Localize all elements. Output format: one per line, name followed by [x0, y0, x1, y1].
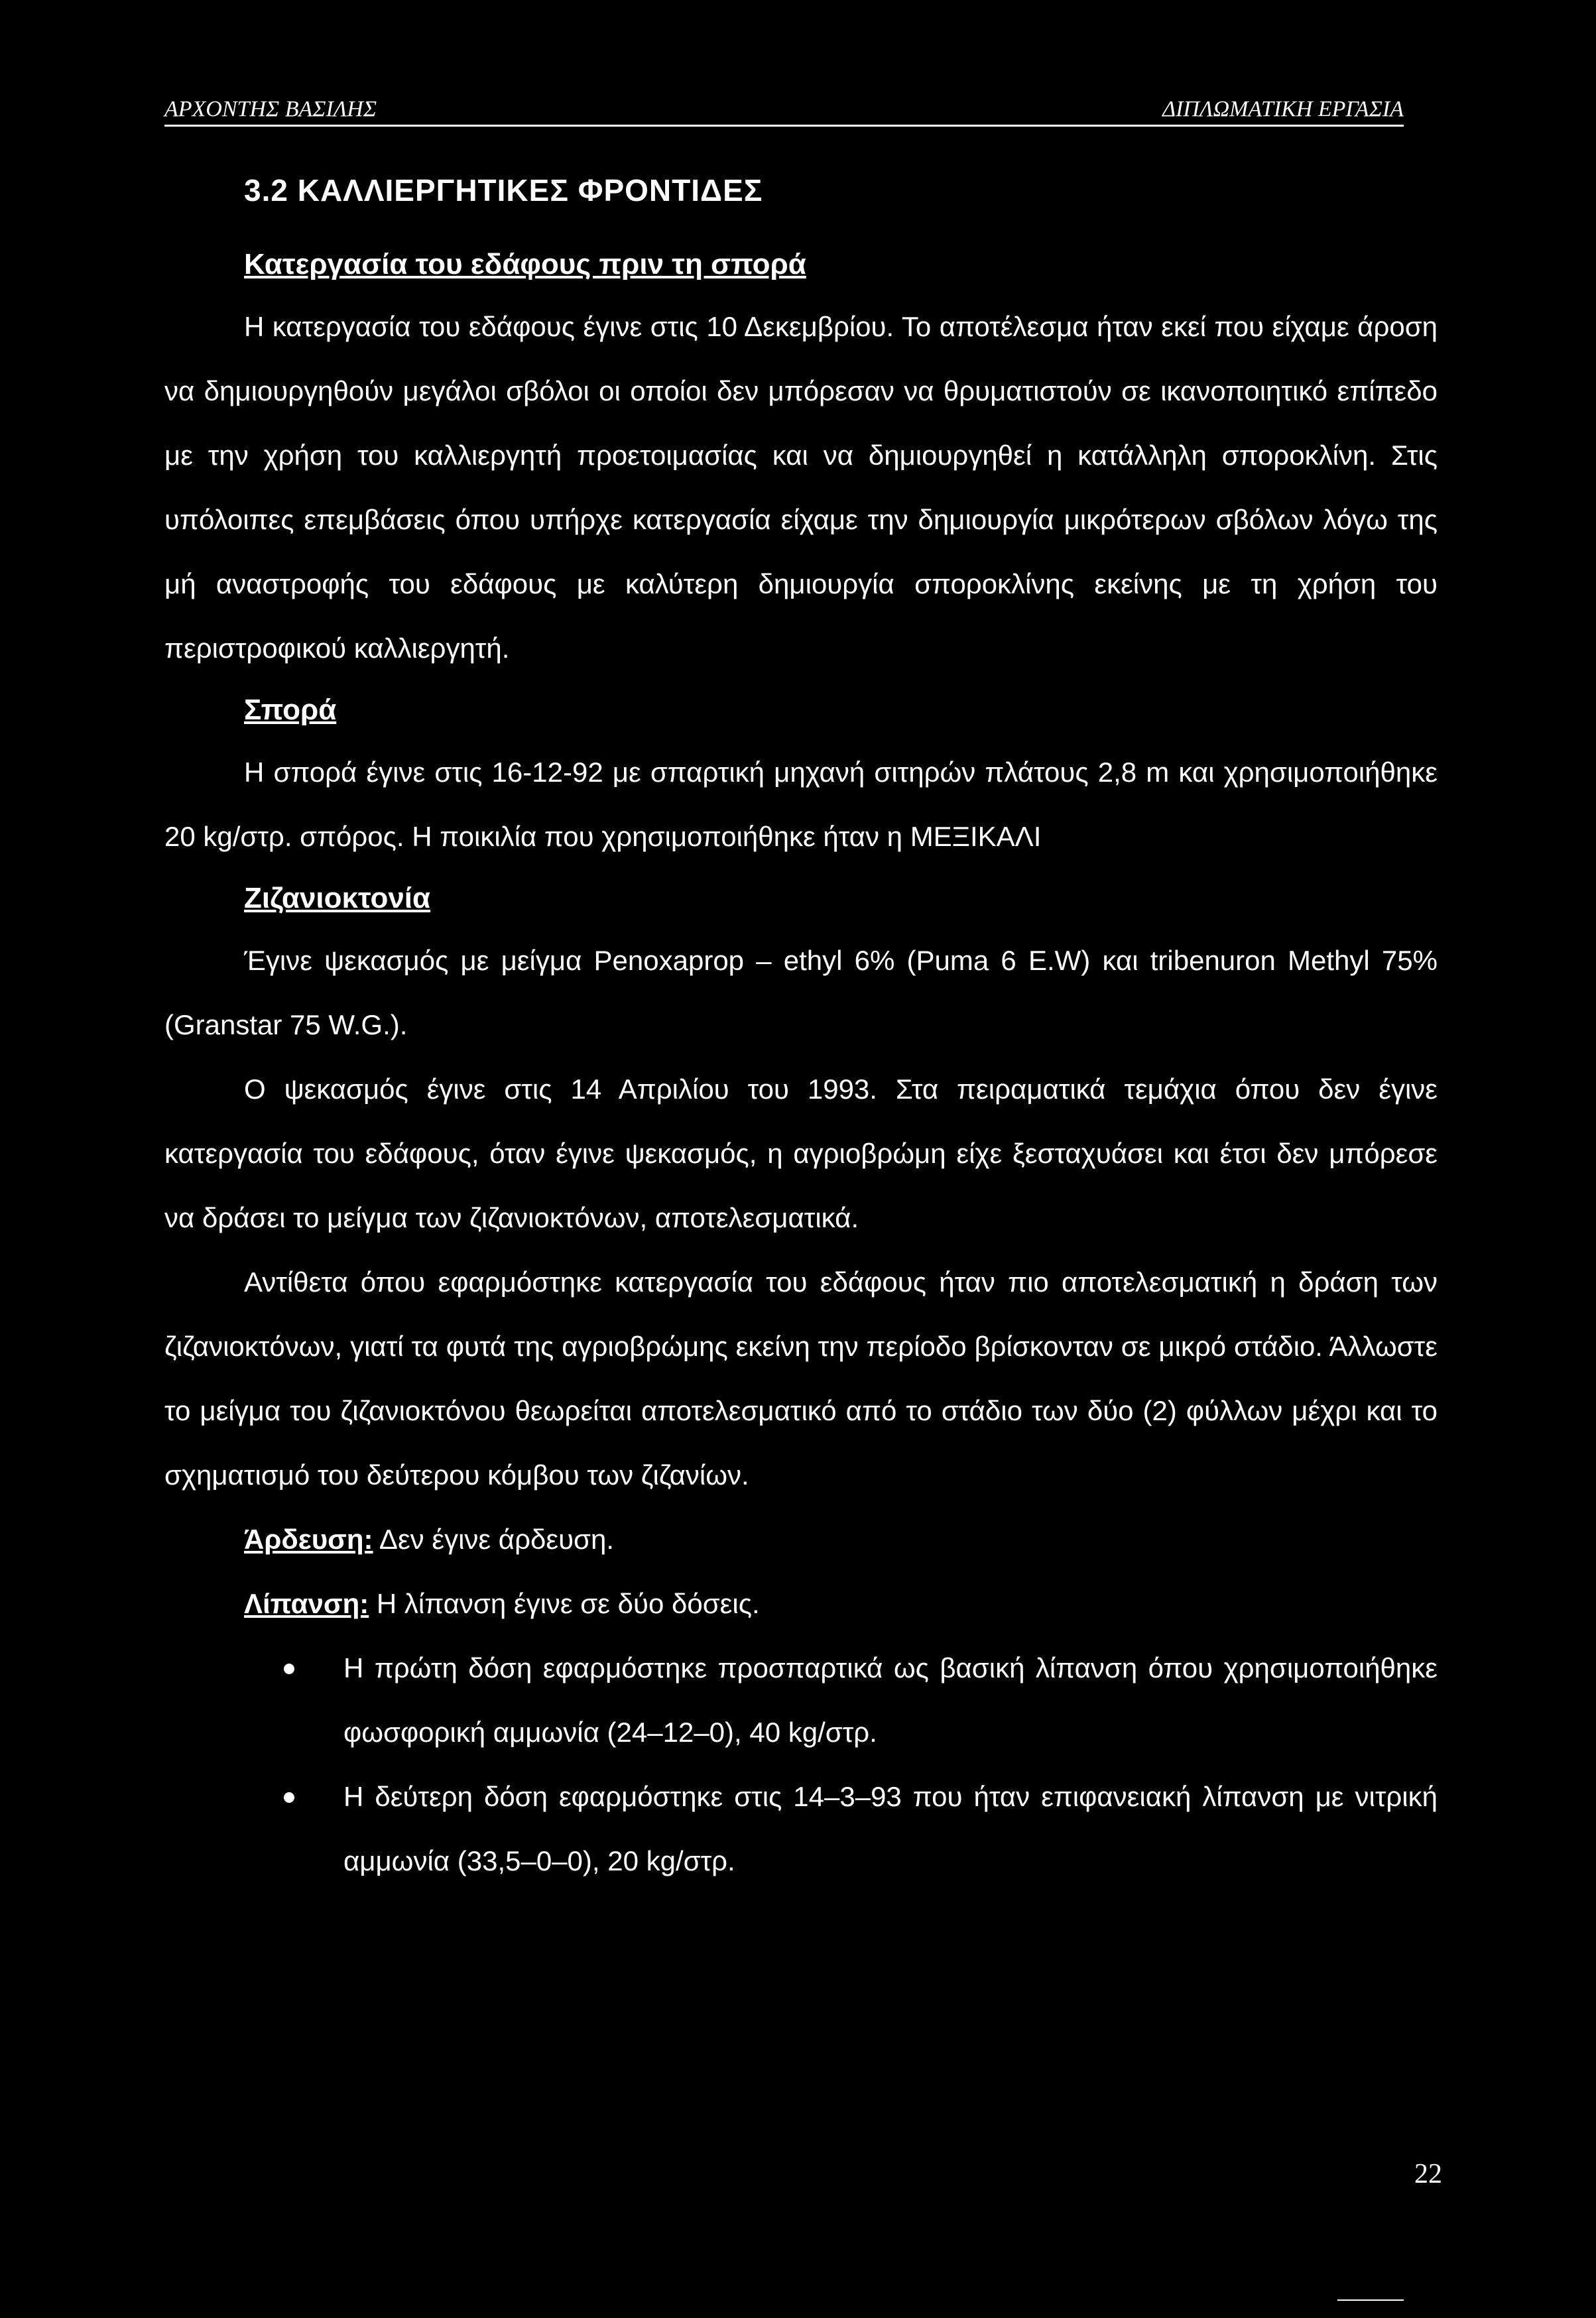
irrigation-label: Άρδευση:: [244, 1524, 373, 1555]
footer-rule: [1337, 2299, 1404, 2301]
section-title: 3.2 ΚΑΛΛΙΕΡΓΗΤΙΚΕΣ ΦΡΟΝΤΙΔΕΣ: [244, 173, 763, 208]
list-item: Η δεύτερη δόση εφαρμόστηκε στις 14–3–93 που ήταν επιφανειακή λίπανση με νιτρική αμμωνία (33,5–0–0), 20 kg/στρ.: [284, 1764, 1438, 1893]
fertilization-label: Λίπανση:: [244, 1588, 369, 1619]
soil-prep-paragraph: Η κατεργασία του εδάφους έγινε στις 10 Δεκεμβρίου. Το αποτέλεσμα ήταν εκεί που είχαμε άροση να δημιουργηθούν μεγάλοι σβόλοι οι οποίοι δεν μπόρεσαν να θρυματιστούν σε ικανοποιητικό επίπεδο με την χρήση του καλλιεργητή προετοιμασίας και να δημιουργηθεί η κατάλληλη σπορoκλίνη. Στις υπόλοιπες επεμβάσεις όπου υπήρχε κατεργασία είχαμε την δημιουργία μικρότερων σβόλων λόγω της μή αναστροφής του εδάφους με καλύτερη δημιουργία σποροκλίνης εκείνης με τη χρήση του περιστροφικού καλλιεργητή.: [164, 311, 1438, 664]
list-item: Η πρώτη δόση εφαρμόστηκε προσπαρτικά ως βασική λίπανση όπου χρησιμοποιήθηκε φωσφορική αμμωνία (24–12–0), 40 kg/στρ.: [284, 1636, 1438, 1764]
page-content: [164, 172, 1438, 1893]
weed-control-heading: Ζιζανιοκτονία: [244, 882, 431, 914]
irrigation-text: Δεν έγινε άρδευση.: [373, 1524, 614, 1555]
irrigation-line: [244, 1507, 1438, 1571]
page-number: 22: [1414, 2159, 1442, 2189]
weed-control-paragraph-3: Αντίθετα όπου εφαρμόστηκε κατεργασία του εδάφους ήταν πιο αποτελεσματική η δράση των ζιζανιοκτόνων, γιατί τα φυτά της αγριοβρώμης εκείνη την περίοδο βρίσκονταν σε μικρό στάδιο. Άλλωστε το μείγμα του ζιζανιοκτόνου θεωρείται αποτελεσματικό από το στάδιο των δύο (2) φύλλων μέχρι και το σχηματισμό του δεύτερου κόμβου των ζιζανίων.: [164, 1266, 1438, 1491]
running-header: [164, 90, 1404, 127]
sowing-heading: Σπορά: [244, 694, 337, 726]
weed-control-paragraph-1: Έγινε ψεκασμός με μείγμα Penoxaprop – ethyl 6% (Puma 6 E.W) και tribenuron Methyl 75% (Granstar 75 W.G.).: [164, 945, 1438, 1040]
fertilization-list: [164, 1636, 1438, 1893]
header-doc-type: ΔΙΠΛΩΜΑΤΙΚΗ ΕΡΓΑΣΙΑ: [1162, 97, 1404, 121]
fertilization-line: [244, 1571, 1438, 1636]
header-author: ΑΡΧΟΝΤΗΣ ΒΑΣΙΛΗΣ: [164, 97, 377, 121]
soil-prep-heading: Κατεργασία του εδάφους πριν τη σπορά: [244, 248, 806, 280]
fertilization-text: Η λίπανση έγινε σε δύο δόσεις.: [369, 1588, 760, 1619]
weed-control-paragraph-2: Ο ψεκασμός έγινε στις 14 Απριλίου του 1993. Στα πειραματικά τεμάχια όπου δεν έγινε κατεργασία του εδάφους, όταν έγινε ψεκασμός, η αγριοβρώμη είχε ξεσταχυάσει και έτσι δεν μπόρεσε να δράσει το μείγμα των ζιζανιοκτόνων, αποτελεσματικά.: [164, 1073, 1438, 1233]
sowing-paragraph: Η σπορά έγινε στις 16-12-92 με σπαρτική μηχανή σιτηρών πλάτους 2,8 m και χρησιμοποιήθηκε 20 kg/στρ. σπόρος. Η ποικιλία που χρησιμοποιήθηκε ήταν η ΜΕΞΙΚΑΛΙ: [164, 757, 1438, 852]
